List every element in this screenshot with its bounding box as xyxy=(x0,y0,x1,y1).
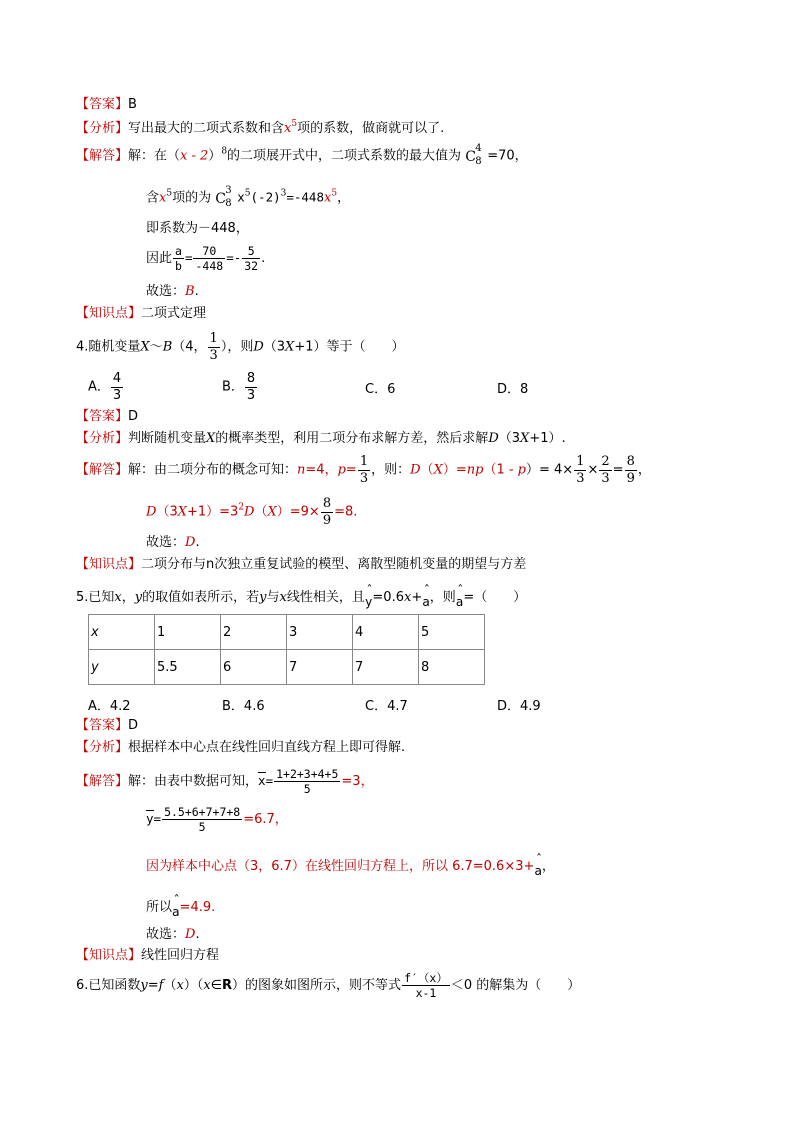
var-X: X xyxy=(140,339,150,355)
q3-analysis-line xyxy=(76,120,444,135)
var-x: x xyxy=(324,190,332,206)
a-hat: ˆ a xyxy=(422,596,430,609)
analysis-text: +1）. xyxy=(529,431,566,446)
q5-option-c[interactable]: C．4.7 xyxy=(365,699,408,714)
table-cell: 3 xyxy=(287,615,353,650)
analysis-text: （3 xyxy=(498,431,521,446)
solution-text: ） xyxy=(208,148,222,164)
solution-text: 故选： xyxy=(146,284,186,299)
q3-solution-line2 xyxy=(146,185,351,209)
knowledge-text: 二项式定理 xyxy=(141,306,207,321)
question-text: + xyxy=(411,590,423,605)
equals: = xyxy=(184,250,193,266)
table-cell: 4 xyxy=(353,615,419,650)
solution-text: +1）=3 xyxy=(186,504,239,520)
table-row xyxy=(89,650,485,685)
var-p: p xyxy=(517,462,526,478)
solution-text: ，则： xyxy=(371,462,411,478)
var-f: f xyxy=(158,978,164,994)
table-cell: y xyxy=(89,650,155,685)
q5-analysis-line xyxy=(76,741,405,754)
var-D: D xyxy=(253,339,264,355)
fraction-5-32: $\frac{5}{32}$ xyxy=(244,244,259,274)
q3-solution-line3 xyxy=(146,222,249,235)
exponent: 5 xyxy=(291,119,298,129)
fraction-derivative: $\frac{f'(x)}{x-1}$ xyxy=(404,971,448,1001)
fraction-70-448: $\frac{70}{-448}$ xyxy=(195,244,224,274)
solution-text: =70， xyxy=(487,148,528,164)
q4-option-c[interactable]: C．6 xyxy=(365,382,396,397)
question-text: ＜0 的解集为（ ） xyxy=(450,978,581,994)
solution-text: 项的为 xyxy=(172,190,212,206)
analysis-tag: 【分析】 xyxy=(76,121,129,136)
q5-answer-line xyxy=(76,719,138,732)
solution-text: × xyxy=(587,462,599,478)
q5-solution-line5 xyxy=(146,928,200,941)
fraction-1-3: $\frac{1}{3}$ xyxy=(576,454,585,486)
q5-option-d[interactable]: D．4.9 xyxy=(497,699,541,714)
table-cell: 7 xyxy=(287,650,353,685)
var-n: n xyxy=(297,462,306,478)
fraction-1-3: $\frac{1}{3}$ xyxy=(209,331,218,363)
var-np: np xyxy=(466,462,484,478)
table-cell: 5.5 xyxy=(155,650,221,685)
solution-text: =3， xyxy=(341,774,374,790)
solution-text: 因为样本中心点（3，6.7）在线性回归方程上，所以 6.7=0.6×3+ xyxy=(146,859,535,874)
answer-value: D xyxy=(128,718,139,733)
var-X: X xyxy=(433,462,443,478)
q5-knowledge-line xyxy=(76,949,219,962)
question-text: ）的图象如图所示，则不等式 xyxy=(232,978,402,994)
period: . xyxy=(195,535,200,550)
analysis-text: 判断随机变量 xyxy=(128,431,207,446)
q5-option-a[interactable]: A．4.2 xyxy=(88,699,131,714)
solution-text: 解：由二项分布的概念可知： xyxy=(128,462,298,478)
answer-tag: 【答案】 xyxy=(76,97,129,112)
answer-tag: 【答案】 xyxy=(76,409,129,424)
solution-text: =8. xyxy=(334,504,358,520)
question-text: =（ ） xyxy=(463,590,527,605)
q3-solution-line4 xyxy=(146,245,265,272)
question-text: 6.已知函数 xyxy=(76,978,141,994)
solution-text: 故选： xyxy=(146,927,186,942)
table-cell: x xyxy=(89,615,155,650)
question-text: 4.随机变量 xyxy=(76,339,141,355)
table-cell: 8 xyxy=(419,650,485,685)
solution-tag: 【解答】 xyxy=(76,462,129,478)
solution-text: = xyxy=(345,462,357,478)
fraction-mean-y: $\frac{5.5+6+7+7+8}{5}$ xyxy=(164,805,241,835)
fraction-a-b: $\frac{a}{b}$ xyxy=(175,244,182,274)
exponent: 3 xyxy=(280,188,287,199)
solution-text: 解：在（ xyxy=(128,148,181,164)
q5-solution-line2 xyxy=(146,806,288,833)
q5-solution-line4 xyxy=(146,901,215,919)
question-text: +1）等于（ ） xyxy=(294,339,405,355)
choice: D xyxy=(185,927,196,942)
var-D: D xyxy=(410,462,421,478)
question-text: =0.6 xyxy=(372,590,404,605)
equals: =- xyxy=(226,250,242,266)
fraction-mean-x: $\frac{1+2+3+4+5}{5}$ xyxy=(276,767,339,797)
var-B: B xyxy=(162,339,173,355)
knowledge-tag: 【知识点】 xyxy=(76,948,142,963)
var-x: x xyxy=(114,590,122,605)
q4-stem xyxy=(76,332,404,362)
analysis-tag: 【分析】 xyxy=(76,431,129,446)
a-hat: ˆ a xyxy=(534,865,542,878)
y-bar: y xyxy=(146,811,154,827)
solution-text: 因此 xyxy=(146,251,173,267)
fraction-8-9: $\frac{8}{9}$ xyxy=(626,454,635,486)
solution-text: 所以 xyxy=(146,900,173,915)
question-text: 的取值如表所示，若 xyxy=(142,590,260,605)
combination-c84: C 4 8 xyxy=(465,143,482,167)
question-text: 5.已知 xyxy=(76,590,115,605)
q5-stem xyxy=(76,591,526,609)
choice: D xyxy=(185,535,196,550)
table-cell: 5 xyxy=(419,615,485,650)
solution-text: ）=9× xyxy=(276,504,320,520)
solution-text: ， xyxy=(637,462,651,478)
table-cell: 6 xyxy=(221,650,287,685)
answer-value: B xyxy=(128,97,137,112)
solution-text: ， xyxy=(541,859,555,874)
question-text: = xyxy=(147,978,159,994)
var-X: X xyxy=(520,431,530,446)
answer-value: D xyxy=(128,409,139,424)
solution-text: （1 - xyxy=(483,462,518,478)
analysis-text: 项的系数，做商就可以了. xyxy=(297,121,445,136)
exponent: 5 xyxy=(331,188,338,199)
set-R: R xyxy=(222,978,233,994)
option-label: B． xyxy=(222,379,244,395)
q5-option-b[interactable]: B．4.6 xyxy=(222,699,265,714)
q3-solution-line5 xyxy=(146,285,199,298)
solution-text: 含 xyxy=(146,190,160,206)
q4-solution-line1 xyxy=(76,455,651,485)
data-table xyxy=(88,614,485,685)
q3-knowledge-line xyxy=(76,307,206,320)
table-cell: 7 xyxy=(353,650,419,685)
equals: = xyxy=(153,811,162,827)
q4-analysis-line xyxy=(76,432,566,445)
choice: B xyxy=(185,284,195,299)
q4-solution-line3 xyxy=(146,536,200,549)
q3-solution-line1 xyxy=(76,143,528,167)
fraction-4-3: $\frac{4}{3}$ xyxy=(112,371,122,403)
knowledge-text: 二项分布与n次独立重复试验的模型、离散型随机变量的期望与方差 xyxy=(141,557,527,572)
solution-text: = xyxy=(612,462,624,478)
q4-option-d[interactable]: D．8 xyxy=(497,382,529,397)
option-label: A． xyxy=(88,379,110,395)
solution-text: =4， xyxy=(305,462,338,478)
question-text: （3 xyxy=(263,339,286,355)
solution-text: =6.7， xyxy=(243,812,288,828)
question-text: （4， xyxy=(172,339,207,355)
exponent: 2 xyxy=(238,502,245,513)
a-hat: ˆ a xyxy=(172,906,180,919)
q4-option-a[interactable] xyxy=(88,372,124,402)
analysis-text: 的概率类型，利用二项分布求解方差，然后求解 xyxy=(215,431,489,446)
var-X: X xyxy=(285,339,295,355)
question-text: 与 xyxy=(266,590,280,605)
equals: = xyxy=(265,773,274,789)
question-text: （ xyxy=(163,978,177,994)
table-cell: 2 xyxy=(221,615,287,650)
analysis-text: 写出最大的二项式系数和含 xyxy=(128,121,285,136)
var-y: y xyxy=(140,978,148,994)
math-x: x xyxy=(237,189,245,205)
solution-text: 解：由表中数据可知， xyxy=(128,774,259,790)
var-x: x xyxy=(284,121,292,136)
exponent: 8 xyxy=(221,146,228,157)
var-y: y xyxy=(134,590,143,605)
combination-c83: C 3 8 xyxy=(215,185,232,209)
q3-answer-line xyxy=(76,98,137,111)
var-X: X xyxy=(206,431,216,446)
question-text: 线性相关，且 xyxy=(286,590,365,605)
solution-tag: 【解答】 xyxy=(76,774,129,790)
question-text: ∈ xyxy=(210,978,223,994)
analysis-text: 根据样本中心点在线性回归直线方程上即可得解. xyxy=(128,740,406,755)
var-X: X xyxy=(177,504,187,520)
solution-text: 故选： xyxy=(146,535,186,550)
fraction-8-9: $\frac{8}{9}$ xyxy=(322,496,332,528)
q4-option-b[interactable] xyxy=(222,372,258,402)
expr: x - 2 xyxy=(180,148,209,164)
answer-tag: 【答案】 xyxy=(76,718,129,733)
var-x: x xyxy=(159,190,167,206)
solution-text: 即系数为－448， xyxy=(146,221,249,236)
q4-solution-line2 xyxy=(146,497,357,527)
math-term: (-2) xyxy=(250,189,281,205)
period: . xyxy=(261,251,266,267)
var-x: x xyxy=(279,590,287,605)
var-x: x xyxy=(176,978,184,994)
var-p: p xyxy=(337,462,346,478)
solution-tag: 【解答】 xyxy=(76,148,129,164)
q5-solution-line3 xyxy=(146,860,555,878)
question-text: ），则 xyxy=(220,339,254,355)
solution-text: ）= 4× xyxy=(526,462,574,478)
knowledge-text: 线性回归方程 xyxy=(141,948,220,963)
a-hat: ˆ a xyxy=(456,596,464,609)
var-y: y xyxy=(259,590,267,605)
solution-text: （ xyxy=(420,462,434,478)
solution-text: ）= xyxy=(442,462,467,478)
var-x: x xyxy=(203,978,211,994)
period: . xyxy=(194,284,199,299)
solution-text: （3 xyxy=(156,504,178,520)
math-term: =-448 xyxy=(286,189,324,205)
solution-text: （ xyxy=(254,504,268,520)
question-text: ， xyxy=(121,590,135,605)
table-row xyxy=(89,615,485,650)
q4-knowledge-line xyxy=(76,558,526,571)
period: . xyxy=(195,927,200,942)
q5-solution-line1 xyxy=(76,768,374,795)
question-text: ～ xyxy=(149,339,163,355)
var-D: D xyxy=(146,504,157,520)
solution-text: ， xyxy=(337,190,351,206)
solution-text: 的二项展开式中，二项式系数的最大值为 xyxy=(227,148,462,164)
var-X: X xyxy=(267,504,277,520)
y-hat: ˆ y xyxy=(365,596,373,609)
fraction-8-3: $\frac{8}{3}$ xyxy=(246,371,256,403)
q4-answer-line xyxy=(76,410,138,423)
exponent: 5 xyxy=(166,188,173,199)
exponent: 5 xyxy=(244,188,251,199)
var-D: D xyxy=(244,504,255,520)
table-cell: 1 xyxy=(155,615,221,650)
x-bar: x xyxy=(258,773,266,789)
solution-text: =4.9. xyxy=(179,900,216,915)
q6-stem xyxy=(76,972,580,999)
analysis-tag: 【分析】 xyxy=(76,740,129,755)
fraction-2-3: $\frac{2}{3}$ xyxy=(601,454,610,486)
knowledge-tag: 【知识点】 xyxy=(76,306,142,321)
question-text: ）（ xyxy=(183,978,204,994)
knowledge-tag: 【知识点】 xyxy=(76,557,142,572)
fraction-1-3: $\frac{1}{3}$ xyxy=(359,454,369,486)
var-D: D xyxy=(488,431,499,446)
question-text: ，则 xyxy=(429,590,456,605)
var-x: x xyxy=(403,590,412,605)
